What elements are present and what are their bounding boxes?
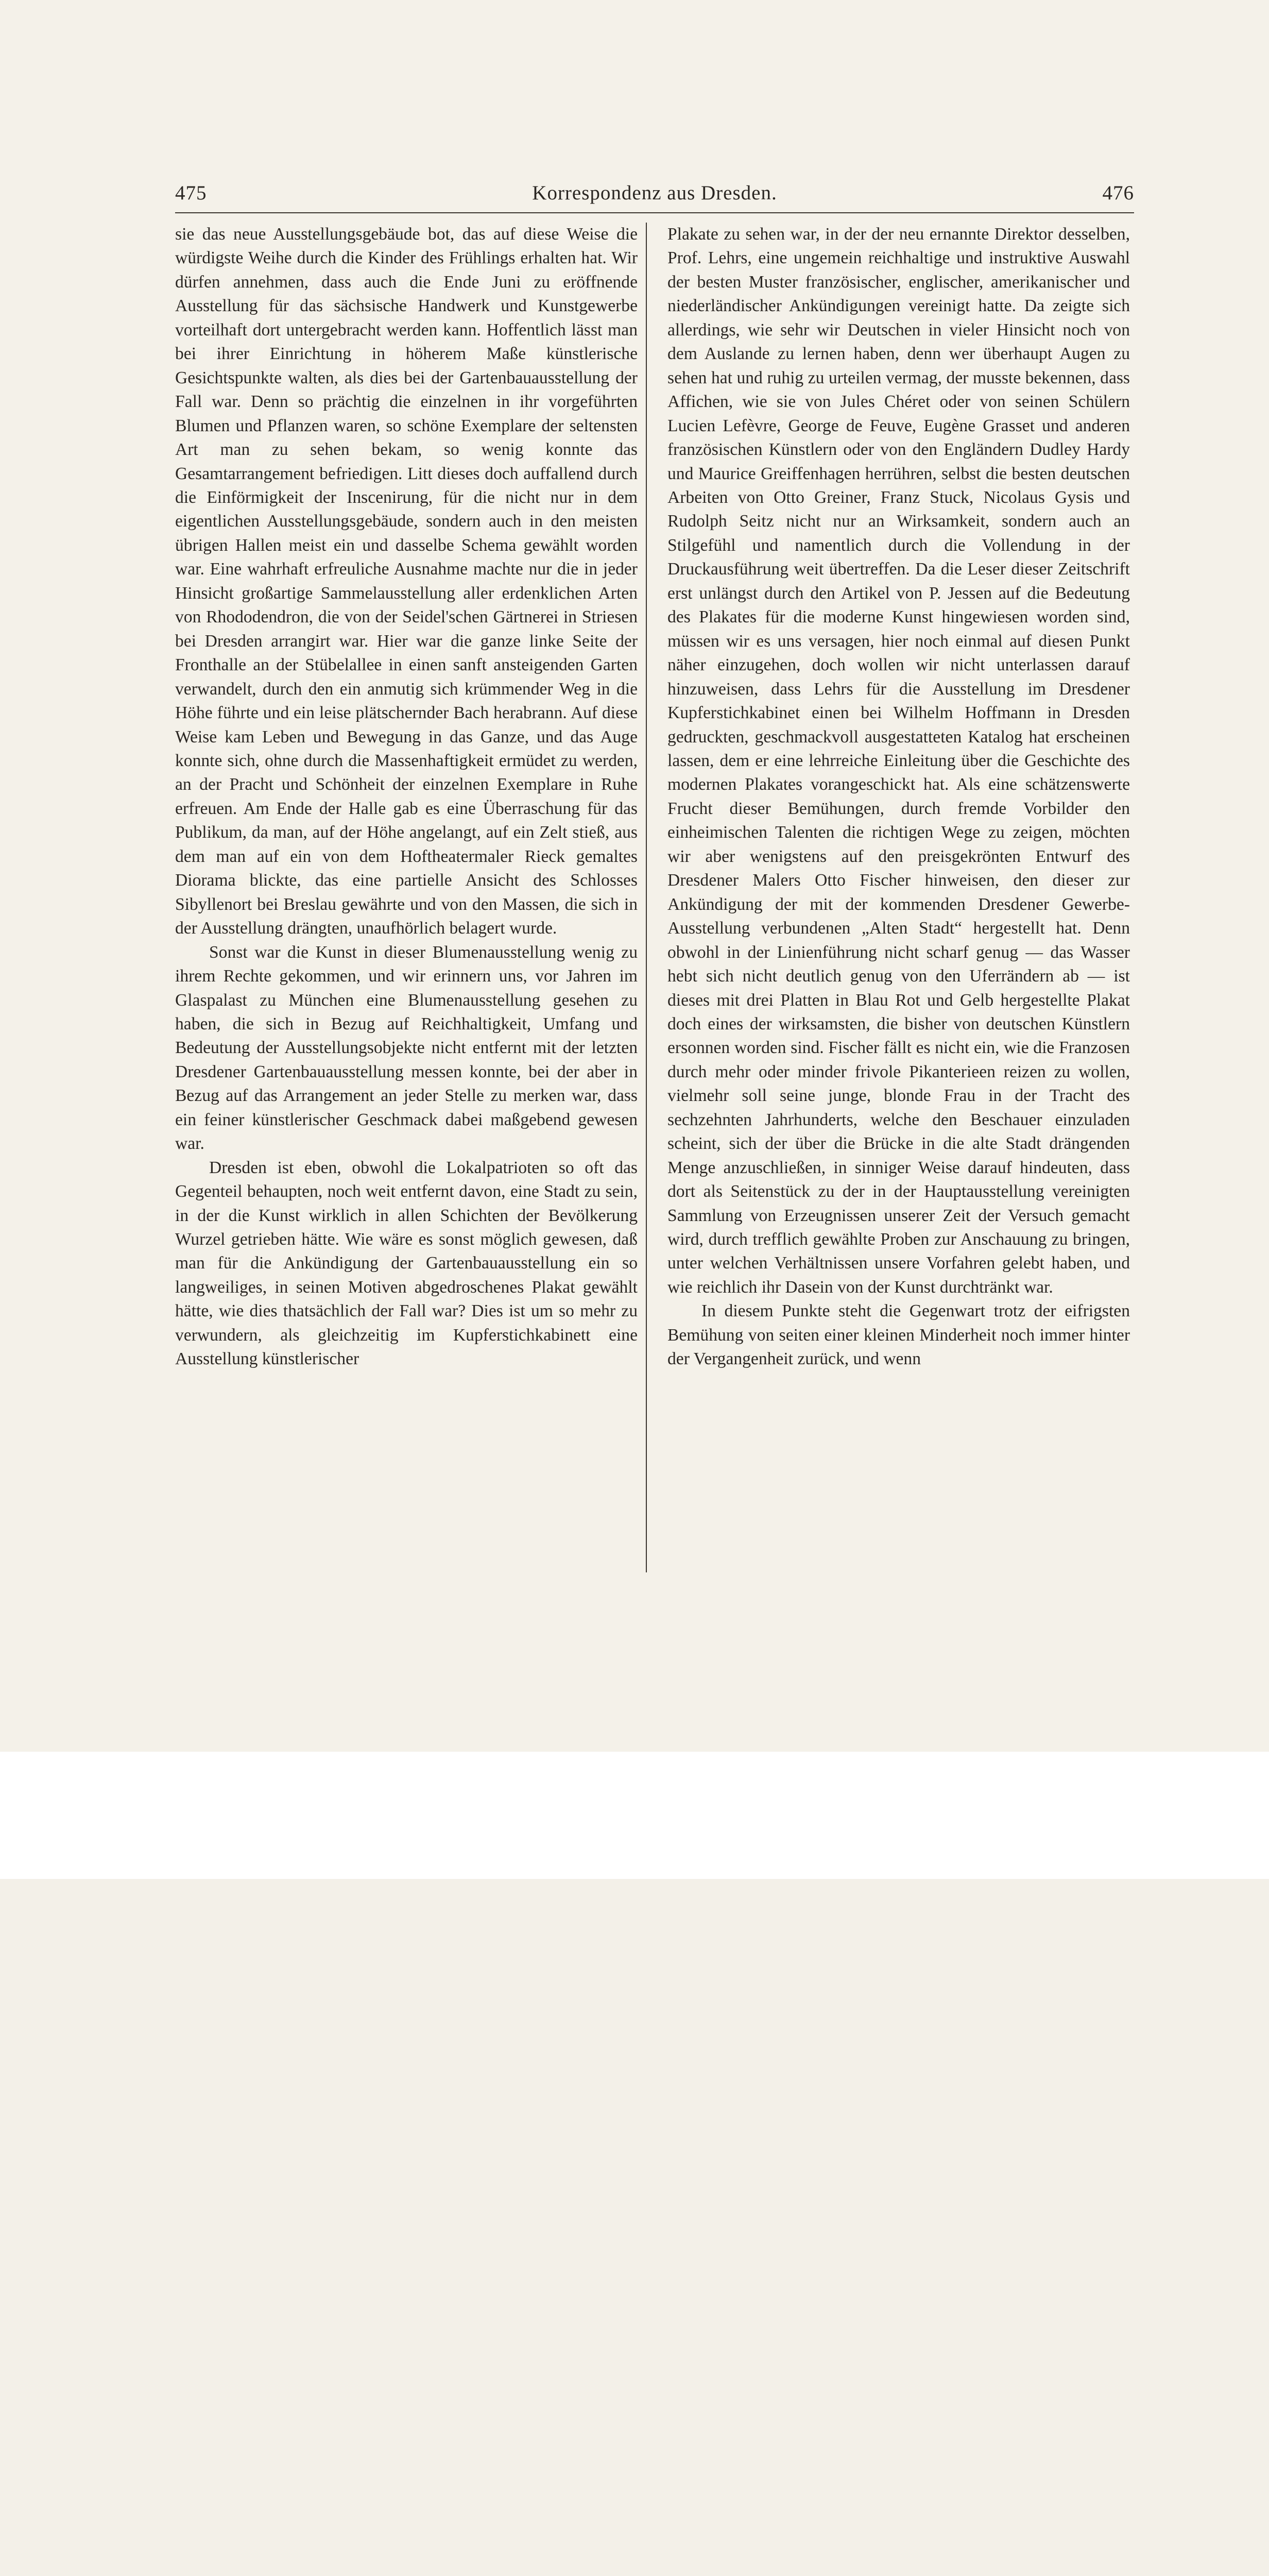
running-header — [175, 181, 1134, 212]
left-column — [175, 223, 638, 1371]
page-number-right: 476 — [1102, 182, 1134, 204]
running-title: Korrespondenz aus Dresden. — [532, 182, 777, 204]
header-rule — [175, 212, 1134, 213]
paragraph: Sonst war die Kunst in dieser Blumenausstellung wenig zu ihrem Rechte gekommen, und wir erinnern uns, vor Jahren im Glaspalast zu München eine Blumenausstellung gesehen zu haben, die sich in Bezug auf Reichhaltigkeit, Umfang und Bedeutung der Ausstellungsobjekte nicht entfernt mit der letzten Dresdener Gartenbauausstellung messen konnte, bei der aber in Bezug auf das Arrangement an jeder Stelle zu merken war, dass ein feiner künstlerischer Geschmack dabei maßgebend gewesen war. — [175, 942, 638, 1154]
paragraph: Dresden ist eben, obwohl die Lokalpatrioten so oft das Gegenteil behaupten, noch weit entfernt davon, eine Stadt zu sein, in der die Kunst wirklich in allen Schichten der Bevölkerung Wurzel getrieben hätte. Wie wäre es sonst möglich gewesen, daß man für die Ankündigung der Gartenbauausstellung ein so langweiliges, in seinen Motiven abgedroschenes Plakat gewählt hätte, wie dies thatsächlich der Fall war? Dies ist um so mehr zu verwundern, als gleichzeitig im Kupferstichkabinett eine Ausstellung künstlerischer — [175, 1158, 638, 1369]
page-number-left: 475 — [175, 182, 207, 204]
paragraph: In diesem Punkte steht die Gegenwart trotz der eifrigsten Bemühung von seiten einer kleinen Minderheit noch immer hinter der Vergangenheit zurück, und wenn — [667, 1301, 1130, 1369]
digitization-footer — [0, 1752, 1269, 1879]
paragraph: sie das neue Ausstellungsgebäude bot, das auf diese Weise die würdigste Weihe durch die Kinder des Frühlings erhalten hat. Wir dürfen annehmen, dass auch die Ende Juni zu eröffnende Ausstellung für das sächsische Handwerk und Kunstgewerbe vorteilhaft dort untergebracht werden kann. Hoffentlich lässt man bei ihrer Einrichtung in höherem Maße künstlerische Gesichtspunkte walten, als dies bei der Gartenbauausstellung der Fall war. Denn so prächtig die einzelnen in ihr vorgeführten Blumen und Pflanzen waren, so schöne Exemplare der seltensten Art man zu sehen bekam, so wenig konnte das Gesamtarrangement befriedigen. Litt dieses doch auffallend durch die Einförmigkeit der Inscenirung, für die nicht nur in dem eigentlichen Ausstellungsgebäude, sondern auch in den meisten übrigen Hallen meist ein und dasselbe Schema gewählt worden war. Eine wahrhaft erfreuliche Ausnahme machte nur die in jeder Hinsicht großartige Sammelausstellung aller erdenklichen Arten von Rhododendron, die von der Seidel'schen Gärtnerei in Striesen bei Dresden arrangirt war. Hier war die ganze linke Seite der Fronthalle an der Stübelallee in einen sanft ansteigenden Garten verwandelt, durch den ein anmutig sich krümmender Weg in die Höhe führte und ein leise plätschernder Bach herabrann. Auf diese Weise kam Leben und Bewegung in das Ganze, und das Auge konnte sich, ohne durch die Massenhaftigkeit ermüdet zu werden, an der Pracht und Schönheit der einzelnen Exemplare in Ruhe erfreuen. Am Ende der Halle gab es eine Überraschung für das Publikum, da man, auf der Höhe angelangt, auf ein Zelt stieß, aus dem man auf ein von dem Hoftheatermaler Rieck gemaltes Diorama blickte, das eine partielle Ansicht des Schlosses Sibyllenort bei Breslau gewährte und von den Massen, die sich in der Ausstellung drängten, unaufhörlich belagert wurde. — [175, 225, 638, 938]
paragraph: Plakate zu sehen war, in der der neu ernannte Direktor desselben, Prof. Lehrs, eine ungemein reichhaltige und instruktive Auswahl der besten Muster französischer, englischer, amerikanischer und niederländischer Ankündigungen vereinigt hatte. Da zeigte sich allerdings, wie sehr wir Deutschen in vieler Hinsicht noch von dem Auslande zu lernen haben, denn wer überhaupt Augen zu sehen hat und ruhig zu urteilen vermag, der musste bekennen, dass Affichen, wie sie von Jules Chéret oder von seinen Schülern Lucien Lefèvre, George de Feuve, Eugène Grasset und anderen französischen Künstlern oder von den Engländern Dudley Hardy und Maurice Greiffenhagen herrühren, selbst die besten deutschen Arbeiten von Otto Greiner, Franz Stuck, Nicolaus Gysis und Rudolph Seitz nicht nur an Wirksamkeit, sondern auch an Stilgefühl und namentlich durch die Vollendung in der Druckausführung weit übertreffen. Da die Leser dieser Zeitschrift erst unlängst durch den Artikel von P. Jessen auf die Bedeutung des Plakates für die moderne Kunst hingewiesen worden sind, müssen wir es uns versagen, hier noch einmal auf diesen Punkt näher einzugehen, doch wollen wir nicht unterlassen darauf hinzuweisen, dass Lehrs für die Ausstellung im Dresdener Kupferstichkabinet einen bei Wilhelm Hoffmann in Dresden gedruckten, geschmackvoll ausgestatteten Katalog hat erscheinen lassen, dem er eine lehrreiche Einleitung über die Geschichte des modernen Plakates vorangeschickt hat. Als eine schätzenswerte Frucht dieser Bemühungen, durch fremde Vorbilder den einheimischen Talenten die richtigen Wege zu zeigen, möchten wir aber wenigstens auf den preisgekrönten Entwurf des Dresdener Malers Otto Fischer hinweisen, den dieser zur Ankündigung der mit der kommenden Dresdener Gewerbe-Ausstellung verbundenen „Alten Stadt“ hergestellt hat. Denn obwohl in der Linienführung nicht scharf genug — das Wasser hebt sich nicht deutlich genug von den Uferrändern ab — ist dieses mit drei Platten in Blau Rot und Gelb hergestellte Plakat doch eines der wirksamsten, die bisher von deutschen Künstlern ersonnen worden sind. Fischer fällt es nicht ein, wie die Franzosen durch mehr oder minder frivole Pikanterieen reizen zu wollen, vielmehr soll seine junge, blonde Frau in der Tracht des sechzehnten Jahrhunderts, welche den Beschauer einzuladen scheint, sich der über die Brücke in die alte Stadt drängenden Menge anzuschließen, in sinniger Weise darauf hindeuten, dass dort als Seitenstück zu der in der Hauptausstellung vereinigten Sammlung von Erzeugnissen unserer Zeit der Versuch gemacht wird, durch trefflich gewählte Proben zur Anschauung zu bringen, unter welchen Verhältnissen unsere Vorfahren gelebt haben, und wie reichlich ihr Dasein von der Kunst durchtränkt war. — [667, 225, 1130, 1297]
right-column — [667, 223, 1130, 1371]
column-divider — [646, 223, 647, 1572]
